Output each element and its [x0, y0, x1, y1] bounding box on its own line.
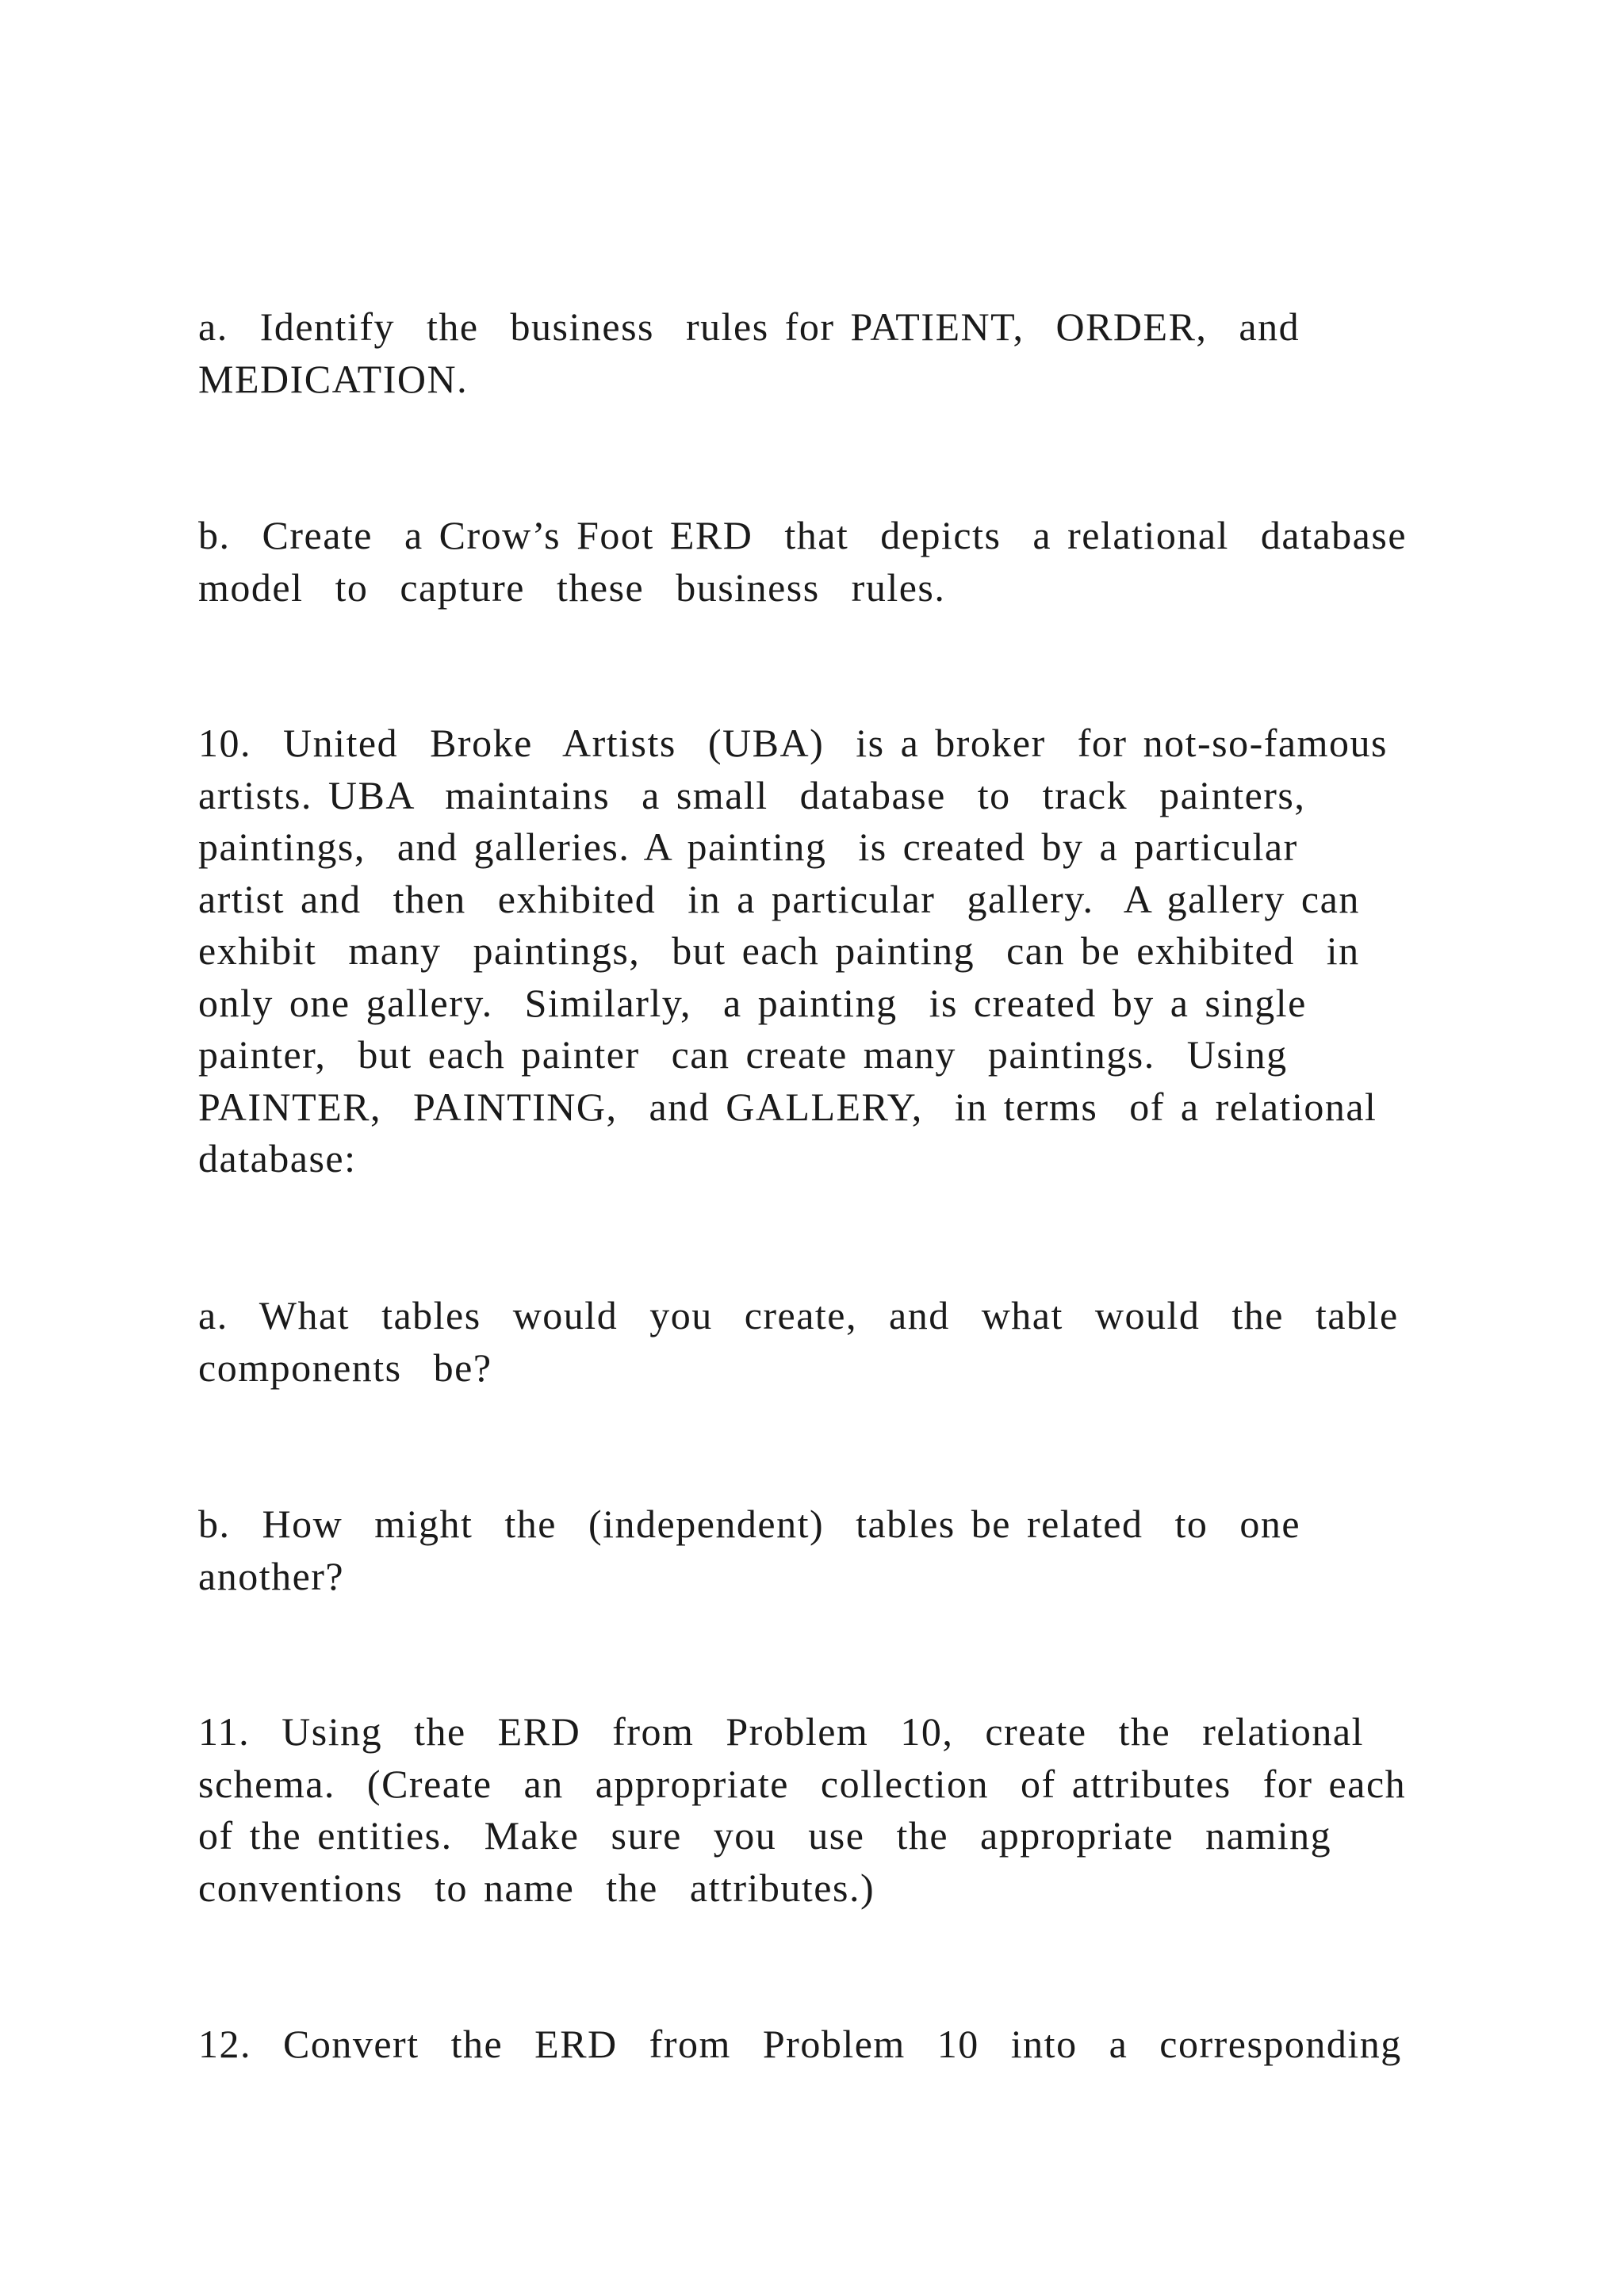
text-line: 10. United Broke Artists (UBA) is a broker for not-so-famous [198, 721, 1388, 765]
text-line: paintings, and galleries. A painting is created by a particular [198, 825, 1298, 869]
paragraph-a-business-rules [198, 301, 1515, 405]
text-line: artists. UBA maintains a small database to track painters, [198, 772, 1306, 817]
paragraph-a-what-tables [198, 1290, 1515, 1394]
text-line: artist and then exhibited in a particular gallery. A gallery can [198, 876, 1360, 921]
paragraph-b-create-erd [198, 510, 1515, 614]
text-line: b. Create a Crow’s Foot ERD that depicts a relational database [198, 513, 1408, 557]
text-line: another? [198, 1553, 345, 1598]
text-line: conventions to name the attributes.) [198, 1865, 875, 1910]
text-line: of the entities. Make sure you use the appropriate naming [198, 1813, 1332, 1858]
paragraph-b-how-related [198, 1498, 1515, 1602]
text-line: a. What tables would you create, and what would the table [198, 1293, 1399, 1337]
text-line: exhibit many paintings, but each painting can be exhibited in [198, 928, 1360, 973]
text-line: database: [198, 1136, 357, 1181]
text-line: a. Identify the business rules for PATIENT, ORDER, and [198, 304, 1300, 349]
text-line: MEDICATION. [198, 356, 469, 401]
text-line: model to capture these business rules. [198, 564, 946, 610]
text-line: painter, but each painter can create many paintings. Using [198, 1032, 1288, 1077]
text-line: 12. Convert the ERD from Problem 10 into a corresponding [198, 2022, 1402, 2066]
paragraph-problem-10 [198, 718, 1515, 1185]
paragraph-problem-11 [198, 1706, 1515, 1914]
text-line: b. How might the (independent) tables be related to one [198, 1502, 1301, 1546]
paragraph-problem-12 [198, 2019, 1515, 2071]
text-line: 11. Using the ERD from Problem 10, create the relational [198, 1709, 1365, 1754]
text-line: schema. (Create an appropriate collection of attributes for each [198, 1761, 1407, 1806]
text-line: components be? [198, 1345, 492, 1390]
text-line: only one gallery. Similarly, a painting is created by a single [198, 980, 1307, 1025]
text-line: PAINTER, PAINTING, and GALLERY, in terms of a relational [198, 1084, 1377, 1129]
